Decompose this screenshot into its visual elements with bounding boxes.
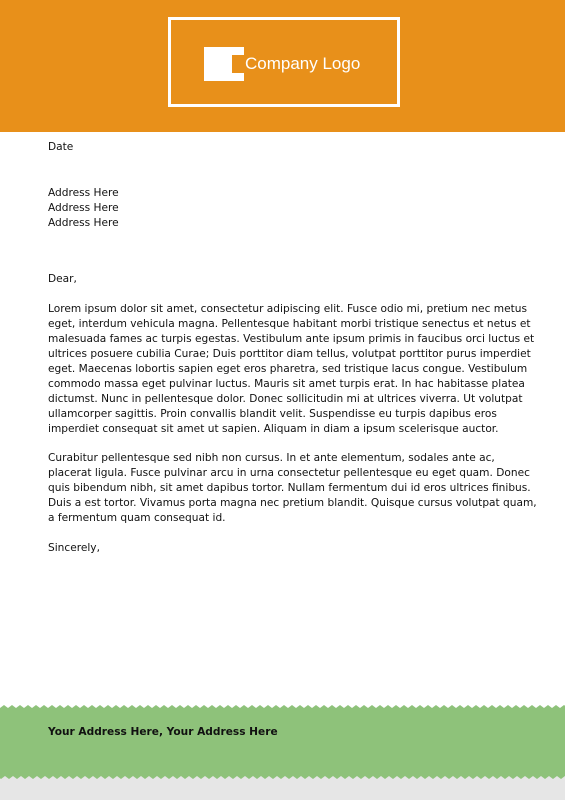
letter-greeting: Dear, [48, 273, 77, 285]
footer-base-strip [0, 776, 565, 800]
paragraph-line: eget, interdum vehicula magna. Pellentesque habitant morbi tristique senectus et netus et [48, 318, 531, 330]
paragraph-line: malesuada fames ac turpis egestas. Vestibulum ante ipsum primis in faucibus orci luctus et [48, 333, 535, 345]
paragraph-line: Curabitur pellentesque sed nibh non cursus. In et ante elementum, sodales ante ac, [48, 452, 495, 464]
paragraph-line: imperdiet consequat sit amet ut sapien. Aliquam in diam a ipsum scelerisque auctor. [48, 423, 499, 435]
paragraph-line: placerat ligula. Fusce pulvinar arcu in urna consectetur pellentesque eu eget quam. Donec [48, 467, 530, 479]
address-line: Address Here [48, 202, 119, 214]
address-line: Address Here [48, 217, 119, 229]
letter-paragraph-2 [48, 451, 537, 526]
logo-text: Company Logo [245, 54, 361, 73]
company-logo [168, 17, 400, 107]
letter-paragraph-1 [48, 302, 534, 437]
paragraph-line: dictumst. Nunc in pellentesque dolor. Donec sollicitudin mi at ultrices viverra. Ut volutpat [48, 393, 523, 405]
recipient-address [48, 186, 119, 231]
letterhead-header [0, 0, 565, 132]
letter-date: Date [48, 141, 74, 153]
paragraph-line: ultrices posuere cubilia Curae; Duis porttitor diam tellus, volutpat porttitor purus imperdiet [48, 348, 531, 360]
paragraph-line: commodo massa eget pulvinar luctus. Mauris sit amet turpis erat. In hac habitasse platea [48, 378, 525, 390]
letterhead-footer [0, 704, 565, 800]
paragraph-line: a fermentum quam consequat id. [48, 512, 226, 524]
paragraph-line: quis bibendum nibh, sit amet dapibus tortor. Nullam fermentum dui id eros ultrices finibus. [48, 482, 531, 494]
paragraph-line: Lorem ipsum dolor sit amet, consectetur adipiscing elit. Fusce odio mi, pretium nec metus [48, 303, 527, 315]
letter-closing: Sincerely, [48, 542, 100, 554]
address-line: Address Here [48, 187, 119, 199]
paragraph-line: eget. Maecenas lobortis sapien eget eros pharetra, sed tristique lacus congue. Vestibulum [48, 363, 528, 375]
paragraph-line: Duis a est tortor. Vivamus porta magna nec pretium blandit. Quisque cursus volutpat quam, [48, 497, 537, 509]
paragraph-line: ullamcorper sagittis. Proin convallis blandit velit. Suspendisse eu turpis dapibus eros [48, 408, 497, 420]
footer-wave-band [0, 704, 565, 800]
footer-address: Your Address Here, Your Address Here [48, 726, 278, 738]
logo-mark-icon [204, 47, 244, 81]
